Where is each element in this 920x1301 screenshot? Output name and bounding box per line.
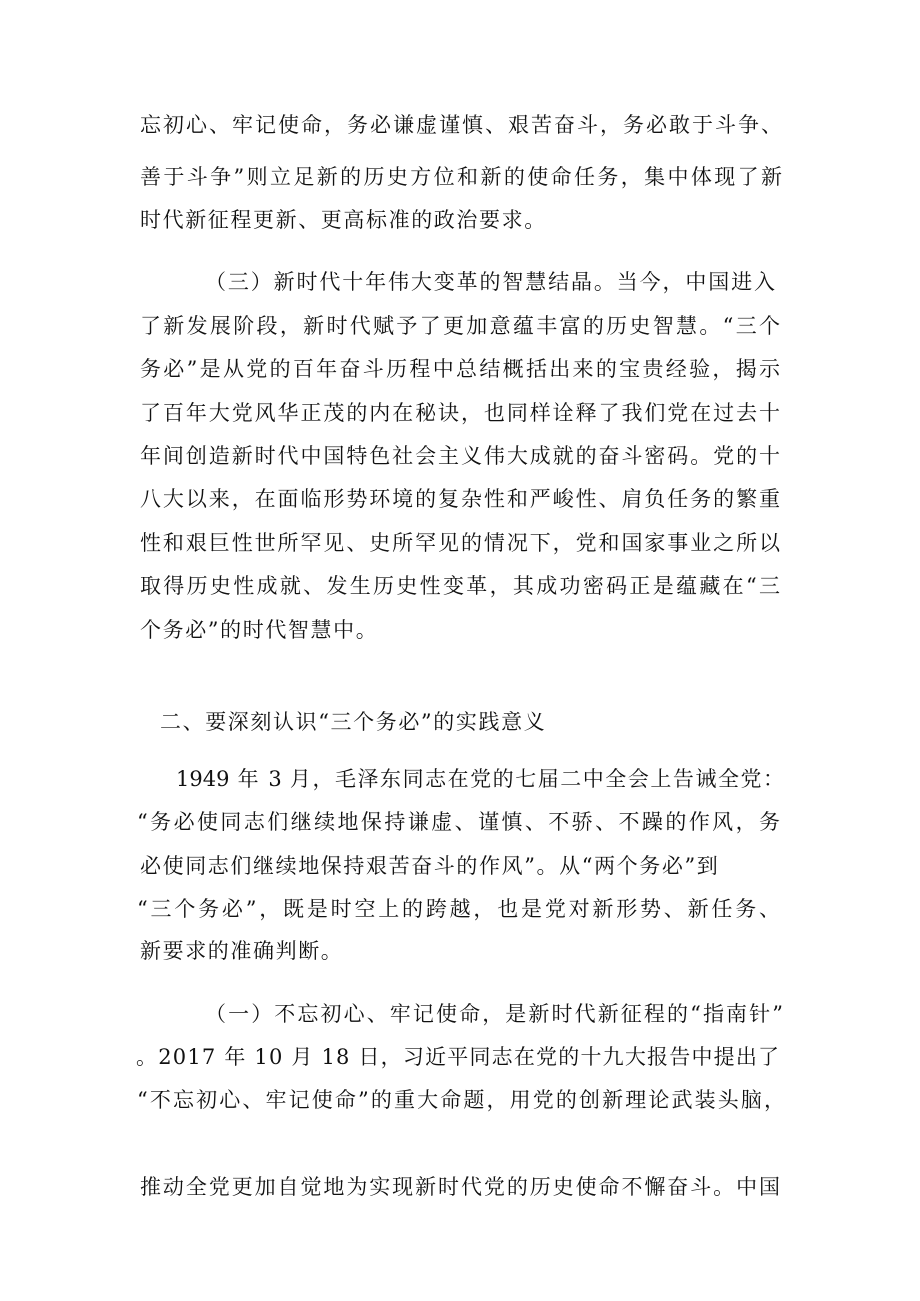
- text-line: 了新发展阶段，新时代赋予了更加意蕴丰富的历史智慧。“三个: [140, 314, 780, 338]
- text-line: “务必使同志们继续地保持谦虚、谨慎、不骄、不躁的作风，务: [137, 810, 780, 834]
- text-line: 必使同志们继续地保持艰苦奋斗的作风”。从“两个务必”到: [140, 854, 720, 878]
- text-line: 取得历史性成就、发生历史性变革，其成功密码正是蕴藏在“三: [140, 574, 780, 598]
- text-line: “不忘初心、牢记使命”的重大命题，用党的创新理论武装头脑，: [137, 1088, 785, 1112]
- text-line: 八大以来，在面临形势环境的复杂性和严峻性、肩负任务的繁重: [140, 487, 780, 511]
- text-line: 务必”是从党的百年奋斗历程中总结概括出来的宝贵经验，揭示: [140, 357, 780, 381]
- text-line: 1949 年 3 月，毛泽东同志在党的七届二中全会上告诫全党：: [176, 767, 784, 791]
- text-line: 推动全党更加自觉地为实现新时代党的历史使命不懈奋斗。中国: [140, 1175, 780, 1199]
- text-line: 了百年大党风华正茂的内在秘诀，也同样诠释了我们党在过去十: [140, 401, 780, 425]
- text-line: 忘初心、牢记使命，务必谦虚谨慎、艰苦奋斗，务必敢于斗争、: [140, 113, 782, 137]
- text-line: 年间创造新时代中国特色社会主义伟大成就的奋斗密码。党的十: [140, 444, 780, 468]
- heading-text: 二、要深刻认识“三个务必”的实践意义: [160, 710, 547, 734]
- text-line: 个务必”的时代智慧中。: [140, 618, 379, 642]
- text-line: 新要求的准确判断。: [140, 939, 344, 963]
- text-line: 时代新征程更新、更高标准的政治要求。: [140, 208, 547, 232]
- text-line: 善于斗争”则立足新的历史方位和新的使命任务，集中体现了新: [140, 165, 782, 189]
- text-line: “三个务必”，既是时空上的跨越，也是党对新形势、新任务、: [137, 897, 780, 921]
- text-line: 。2017 年 10 月 18 日，习近平同志在党的十九大报告中提出了: [136, 1045, 781, 1069]
- text-line: （一）不忘初心、牢记使命，是新时代新征程的“指南针”: [205, 1002, 783, 1026]
- text-line: 性和艰巨性世所罕见、史所罕见的情况下，党和国家事业之所以: [140, 531, 780, 555]
- text-line: （三）新时代十年伟大变革的智慧结晶。当今，中国进入: [205, 270, 775, 294]
